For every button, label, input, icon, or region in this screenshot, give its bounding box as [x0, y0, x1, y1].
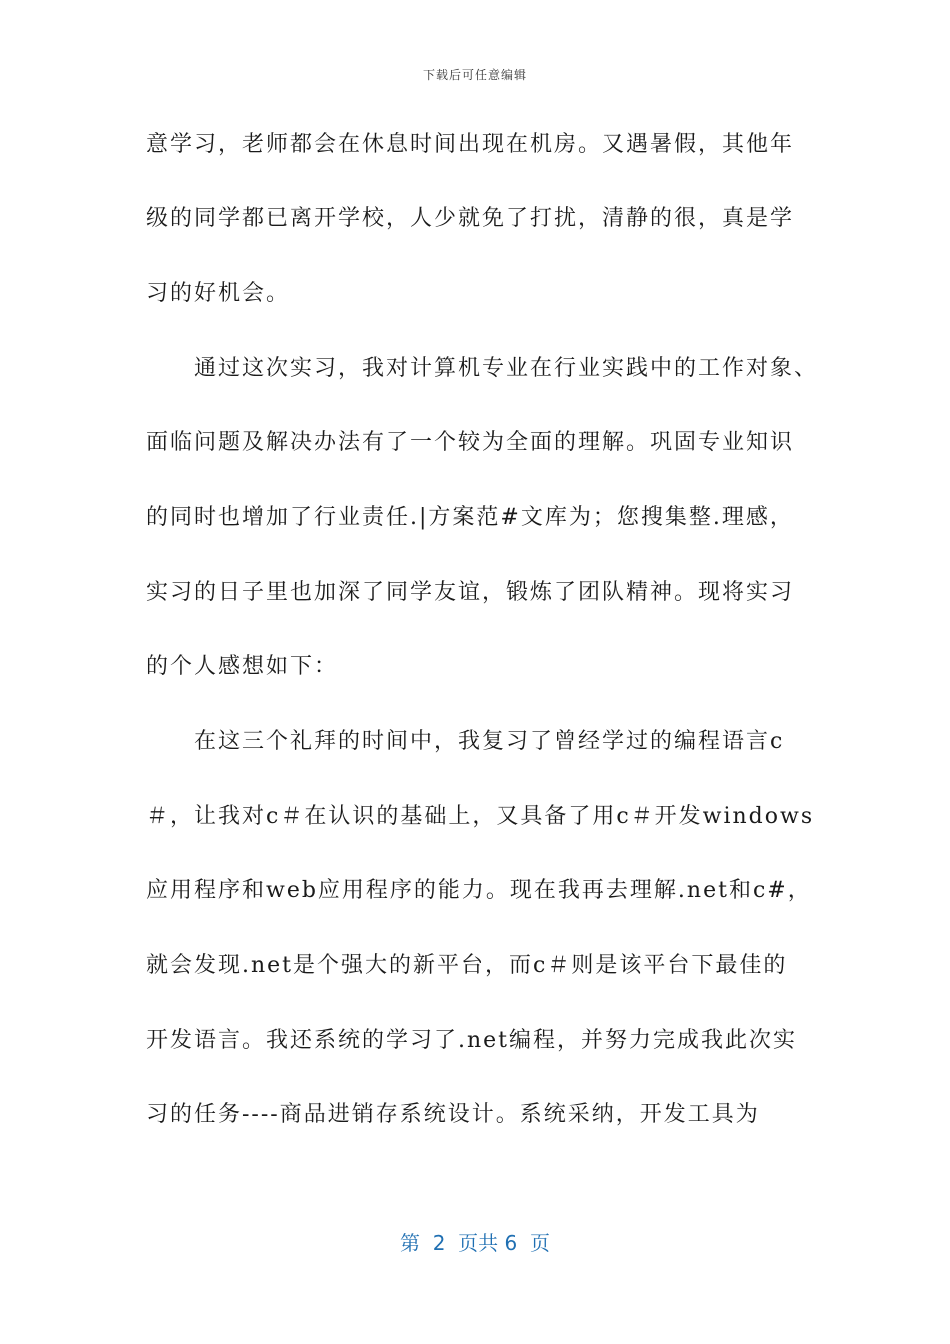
text-line: 的同时也增加了行业责任.|方案范#文库为；您搜集整.理感，	[146, 505, 794, 530]
page-number: 第 2 页共 6 页	[400, 1231, 550, 1255]
text-line: 实习的日子里也加深了同学友谊，锻炼了团队精神。现将实习	[146, 580, 795, 605]
text-line: 开发语言。我还系统的学习了.net编程，并努力完成我此次实	[146, 1028, 798, 1053]
text-line: ＃，让我对c＃在认识的基础上，又具备了用c＃开发windows	[146, 804, 815, 829]
text-line: 意学习，老师都会在休息时间出现在机房。又遇暑假，其他年	[146, 132, 795, 157]
paragraph-start-line: 通过这次实习，我对计算机专业在行业实践中的工作对象、	[194, 356, 819, 381]
text-line: 面临问题及解决办法有了一个较为全面的理解。巩固专业知识	[146, 430, 795, 455]
paragraph-start-line: 在这三个礼拜的时间中，我复习了曾经学过的编程语言c	[194, 729, 785, 754]
text-line: 级的同学都已离开学校，人少就免了打扰，清静的很，真是学	[146, 206, 795, 231]
page-footer	[0, 1227, 950, 1256]
page-header: 下载后可任意编辑	[422, 68, 527, 82]
text-line: 的个人感想如下：	[146, 654, 339, 679]
text-line: 习的好机会。	[146, 281, 291, 306]
text-line: 习的任务----商品进销存系统设计。系统采纳，开发工具为	[146, 1102, 760, 1127]
text-line: 就会发现.net是个强大的新平台，而c＃则是该平台下最佳的	[146, 953, 788, 978]
text-line: 应用程序和web应用程序的能力。现在我再去理解.net和c#，	[146, 878, 812, 903]
